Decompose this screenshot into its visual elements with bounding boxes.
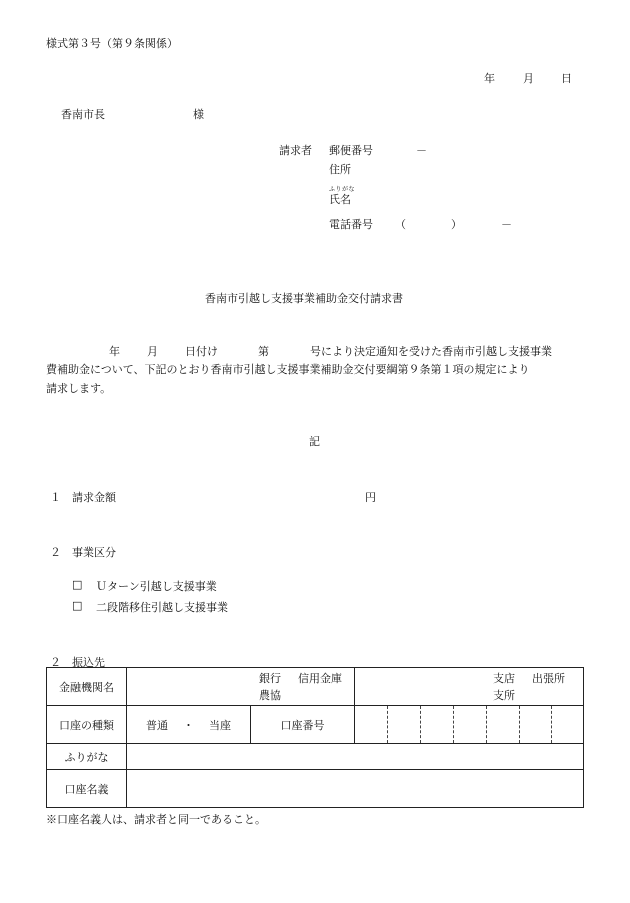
phone-dash: － [501, 218, 512, 231]
account-digit-6[interactable] [520, 706, 552, 744]
phone-label: 電話番号 [329, 218, 373, 231]
option-u-turn-label: Ｕターン引越し支援事業 [96, 580, 217, 593]
date-month-label: 月 [523, 72, 534, 85]
option-two-step-label: 二段階移住引越し支援事業 [96, 601, 228, 614]
account-type-label: 口座の種類 [47, 706, 127, 744]
account-type-options[interactable] [127, 706, 251, 744]
date-day-label: 日 [561, 72, 572, 85]
body-line2: 費補助金について、下記のとおり香南市引越し支援事業補助金交付要綱第９条第１項の規定により [46, 363, 530, 376]
checkbox-u-turn[interactable]: □ [72, 578, 83, 591]
address-label: 住所 [329, 163, 351, 176]
body-year: 年 [109, 345, 120, 358]
section1-label: 請求金額 [72, 491, 116, 504]
account-name-row [47, 770, 584, 808]
section3-number: ２ [50, 656, 61, 669]
postal-code-dash: － [416, 144, 427, 157]
section2-number: ２ [50, 546, 61, 559]
shisho-label: 支所 [493, 688, 515, 702]
section2-label: 事業区分 [72, 546, 116, 559]
institution-label: 金融機関名 [47, 668, 127, 706]
claimant-label: 請求者 [279, 144, 312, 157]
addressee-honorific: 様 [193, 108, 204, 121]
body-line3: 請求します。 [46, 382, 112, 395]
phone-open-paren: （ [395, 218, 406, 231]
separator-dot: ・ [183, 718, 194, 732]
institution-name-cell[interactable] [127, 668, 355, 706]
account-name-input[interactable] [127, 770, 584, 808]
account-digit-3[interactable] [421, 706, 454, 744]
phone-close-paren: ） [451, 218, 462, 231]
name-label: 氏名 [329, 193, 351, 206]
addressee-name: 香南市長 [61, 108, 105, 121]
branch-label: 支店 [493, 671, 515, 685]
furigana-label: ふりがな [47, 744, 127, 770]
name-furigana-label: ふりがな [329, 186, 356, 193]
account-number-label: 口座番号 [251, 706, 355, 744]
account-digit-7[interactable] [552, 706, 584, 744]
form-number: 様式第３号（第９条関係） [46, 37, 178, 50]
body-line1-rest: 号により決定通知を受けた香南市引越し支援事業 [310, 345, 552, 358]
account-digit-4[interactable] [454, 706, 487, 744]
ki-heading: 記 [309, 435, 320, 448]
body-dated: 日付け [185, 345, 218, 358]
furigana-row [47, 744, 584, 770]
account-digit-1[interactable] [355, 706, 388, 744]
institution-row [47, 668, 584, 706]
date-year-label: 年 [484, 72, 495, 85]
account-holder-note: ※口座名義人は、請求者と同一であること。 [46, 813, 266, 826]
section1-number: １ [50, 491, 61, 504]
noukyou-label: 農協 [259, 688, 281, 702]
section3-label: 振込先 [72, 656, 105, 669]
branch-name-cell[interactable] [355, 668, 584, 706]
bank-label: 銀行 [259, 671, 281, 685]
document-title: 香南市引越し支援事業補助金交付請求書 [205, 292, 403, 305]
account-type-row [47, 706, 584, 744]
bank-transfer-table [46, 667, 584, 808]
checkbox-two-step[interactable]: □ [72, 599, 83, 612]
account-digit-5[interactable] [487, 706, 520, 744]
amount-unit: 円 [365, 491, 376, 504]
furigana-input[interactable] [127, 744, 584, 770]
shinkin-label: 信用金庫 [298, 671, 342, 685]
touza-option[interactable]: 当座 [209, 718, 231, 732]
postal-code-label: 郵便番号 [329, 144, 373, 157]
body-month: 月 [147, 345, 158, 358]
account-digit-2[interactable] [388, 706, 421, 744]
body-dai: 第 [258, 345, 269, 358]
account-name-label: 口座名義 [47, 770, 127, 808]
futsu-option[interactable]: 普通 [146, 718, 168, 732]
shucchojo-label: 出張所 [532, 671, 565, 685]
